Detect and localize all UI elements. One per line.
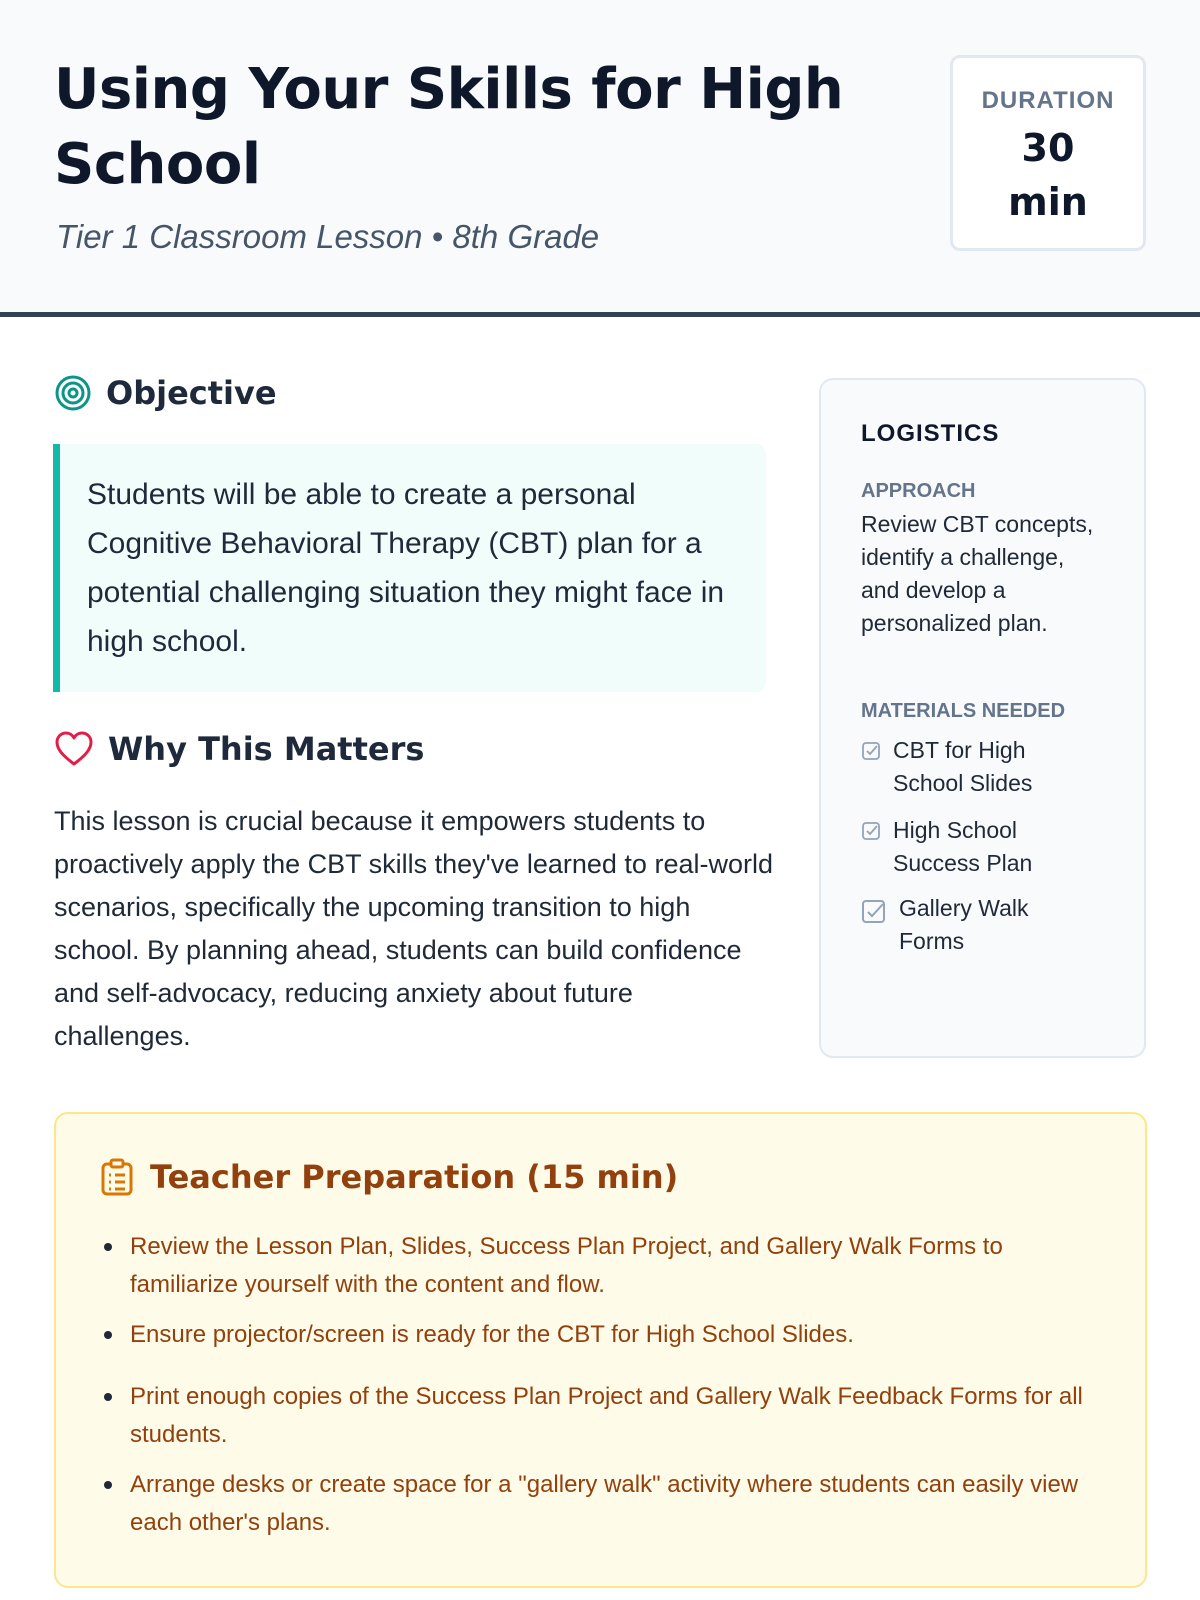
list-item-text: Review the Lesson Plan, Slides, Success Plan Project, and Gallery Walk Forms to familiarize yourself with the content and flow. xyxy=(130,1233,1003,1298)
bullet xyxy=(104,1481,112,1489)
checkbox-icon xyxy=(861,741,881,761)
list-item xyxy=(100,1378,1110,1454)
list-item-text: Ensure projector/screen is ready for the CBT for High School Slides. xyxy=(130,1321,854,1348)
duration-label: DURATION xyxy=(981,87,1115,114)
teacher-preparation-panel xyxy=(54,1112,1147,1588)
material-label: High School Success Plan xyxy=(893,817,1033,876)
material-item xyxy=(861,892,1061,958)
objective-heading-label: Objective xyxy=(106,374,277,412)
list-item xyxy=(100,1466,1110,1542)
material-label: Gallery Walk Forms xyxy=(899,895,1029,954)
material-item xyxy=(861,814,1061,880)
list-item xyxy=(100,1228,1110,1304)
material-label: CBT for High School Slides xyxy=(893,737,1033,796)
page-subtitle: Tier 1 Classroom Lesson • 8th Grade xyxy=(56,218,600,255)
bullet xyxy=(104,1243,112,1251)
clipboard-icon xyxy=(100,1158,134,1196)
preparation-heading-label: Teacher Preparation (15 min) xyxy=(150,1158,679,1196)
approach-text: Review CBT concepts, identify a challenge, and develop a personalized plan. xyxy=(861,511,1094,636)
page-title: Using Your Skills for High School xyxy=(54,57,844,197)
why-text: This lesson is crucial because it empowers students to proactively apply the CBT skills they've learned to real-world scenarios, specifically the upcoming transition to high school. By planning ahead, students can build confidence and self-advocacy, reducing anxiety about future challenges. xyxy=(54,806,773,1051)
duration-value: 30 min xyxy=(1008,126,1088,224)
materials-label: MATERIALS NEEDED xyxy=(861,700,1066,722)
logistics-panel xyxy=(819,378,1146,1058)
duration-card xyxy=(950,55,1146,251)
bullet xyxy=(104,1393,112,1401)
target-icon xyxy=(54,374,92,412)
heart-icon xyxy=(54,730,94,768)
checkbox-icon xyxy=(861,899,887,925)
bullet xyxy=(104,1331,112,1339)
preparation-heading xyxy=(100,1158,678,1196)
material-item xyxy=(861,734,1061,800)
list-item-text: Print enough copies of the Success Plan Project and Gallery Walk Feedback Forms for all students. xyxy=(130,1383,1083,1448)
checkbox-icon xyxy=(861,821,881,841)
logistics-title: LOGISTICS xyxy=(861,420,1000,447)
lesson-header xyxy=(0,0,1200,317)
objective-text: Students will be able to create a personal Cognitive Behavioral Therapy (CBT) plan for a potential challenging situation they might face in high school. xyxy=(87,478,725,658)
objective-heading xyxy=(54,374,277,412)
approach-label: APPROACH xyxy=(861,480,976,502)
why-heading xyxy=(54,730,424,768)
list-item xyxy=(100,1316,1110,1354)
why-heading-label: Why This Matters xyxy=(108,730,425,768)
list-item-text: Arrange desks or create space for a "gallery walk" activity where students can easily view each other's plans. xyxy=(130,1471,1079,1536)
objective-callout xyxy=(53,444,766,692)
